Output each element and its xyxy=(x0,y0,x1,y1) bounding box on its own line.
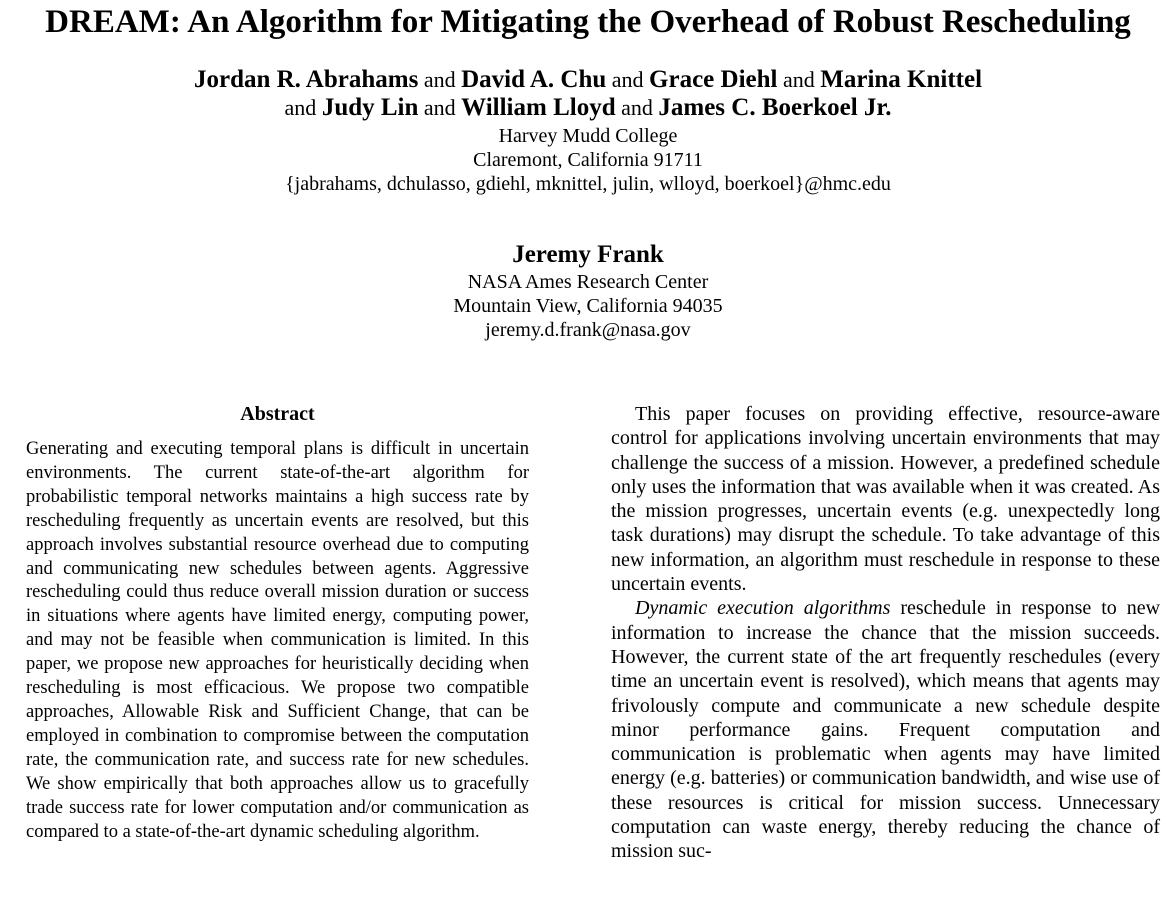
emphasized-term: Dynamic execution algorithms xyxy=(635,597,891,620)
affiliation-emails: {jabrahams, dchulasso, gdiehl, mknittel, julin, wlloyd, boerkoel}@hmc.edu xyxy=(285,173,891,195)
intro-paragraph-1: This paper focuses on providing effective, resource-aware control for applications involving uncertain environments that may challenge the success of a mission. However, a predefined schedule only uses the information that was available when it was created. As the mission progresses, uncertain events (e.g. unexpectedly long task durations) may disrupt the schedule. To take advantage of this new information, an algorithm must reschedule in response to these uncertain events. xyxy=(611,403,1160,596)
author-name: Grace Diehl xyxy=(649,66,778,93)
author-list-hmc xyxy=(0,66,1176,122)
abstract-heading: Abstract xyxy=(240,403,315,425)
author-name: William Lloyd xyxy=(461,94,616,121)
author-separator: and xyxy=(284,95,322,120)
author-separator: and xyxy=(777,67,821,92)
affiliation-email: jeremy.d.frank@nasa.gov xyxy=(485,319,691,341)
author-separator: and xyxy=(606,67,650,92)
intro-paragraph-2 xyxy=(611,596,1160,863)
abstract-text: Generating and executing temporal plans is difficult in uncertain environments. The current state-of-the-art algorithm for probabilistic temporal networks maintains a high success rate by rescheduling frequently as uncertain events are resolved, but this approach involves substantial resource overhead due to computing and communicating new schedules between agents. Aggressive rescheduling could thus reduce overall mission duration or success in situations where agents have limited energy, computing power, and may not be feasible when communication is limited. In this paper, we propose new approaches for heuristically deciding when rescheduling is most efficacious. We propose two compatible approaches, Allowable Risk and Sufficient Change, that can be employed in combination to compromise between the computation rate, the communication rate, and success rate for new schedules. We show empirically that both approaches allow us to gracefully trade success rate for lower computation and/or communication as compared to a state-of-the-art dynamic scheduling algorithm. xyxy=(26,439,529,842)
author-line-2 xyxy=(0,94,1176,122)
affiliation-hmc xyxy=(0,124,1176,196)
introduction-column xyxy=(611,402,1160,864)
author-name: James C. Boerkoel Jr. xyxy=(658,94,892,121)
author-separator: and xyxy=(418,95,462,120)
affiliation-institution: NASA Ames Research Center xyxy=(467,271,709,293)
author-name: Marina Knittel xyxy=(820,66,983,93)
author-separator: and xyxy=(418,67,462,92)
affiliation-nasa xyxy=(0,270,1176,342)
author-name-frank: Jeremy Frank xyxy=(512,241,664,268)
author-name: Judy Lin xyxy=(321,94,419,121)
author-line-1 xyxy=(0,66,1176,94)
author-name: David A. Chu xyxy=(461,66,607,93)
author-separator: and xyxy=(615,95,659,120)
paper-title: DREAM: An Algorithm for Mitigating the Overhead of Robust Rescheduling xyxy=(45,4,1131,40)
affiliation-location: Mountain View, California 94035 xyxy=(453,295,723,317)
affiliation-location: Claremont, California 91711 xyxy=(473,149,703,171)
affiliation-institution: Harvey Mudd College xyxy=(498,125,678,147)
author-name: Jordan R. Abrahams xyxy=(193,66,419,93)
intro-paragraph-2-text: reschedule in response to new information to increase the chance that the mission succeeds. However, the current state of the art frequently reschedules (every time an uncertain event is resolved), which means that agents may frivolously compute and communicate a new schedule despite minor performance gains. Frequent computation and communication is problematic when agents may have limited energy (e.g. batteries) or communication bandwidth, and wise use of these resources is critical for mission success. Unnecessary computation can waste energy, thereby reducing the chance of mission suc- xyxy=(611,597,1161,863)
